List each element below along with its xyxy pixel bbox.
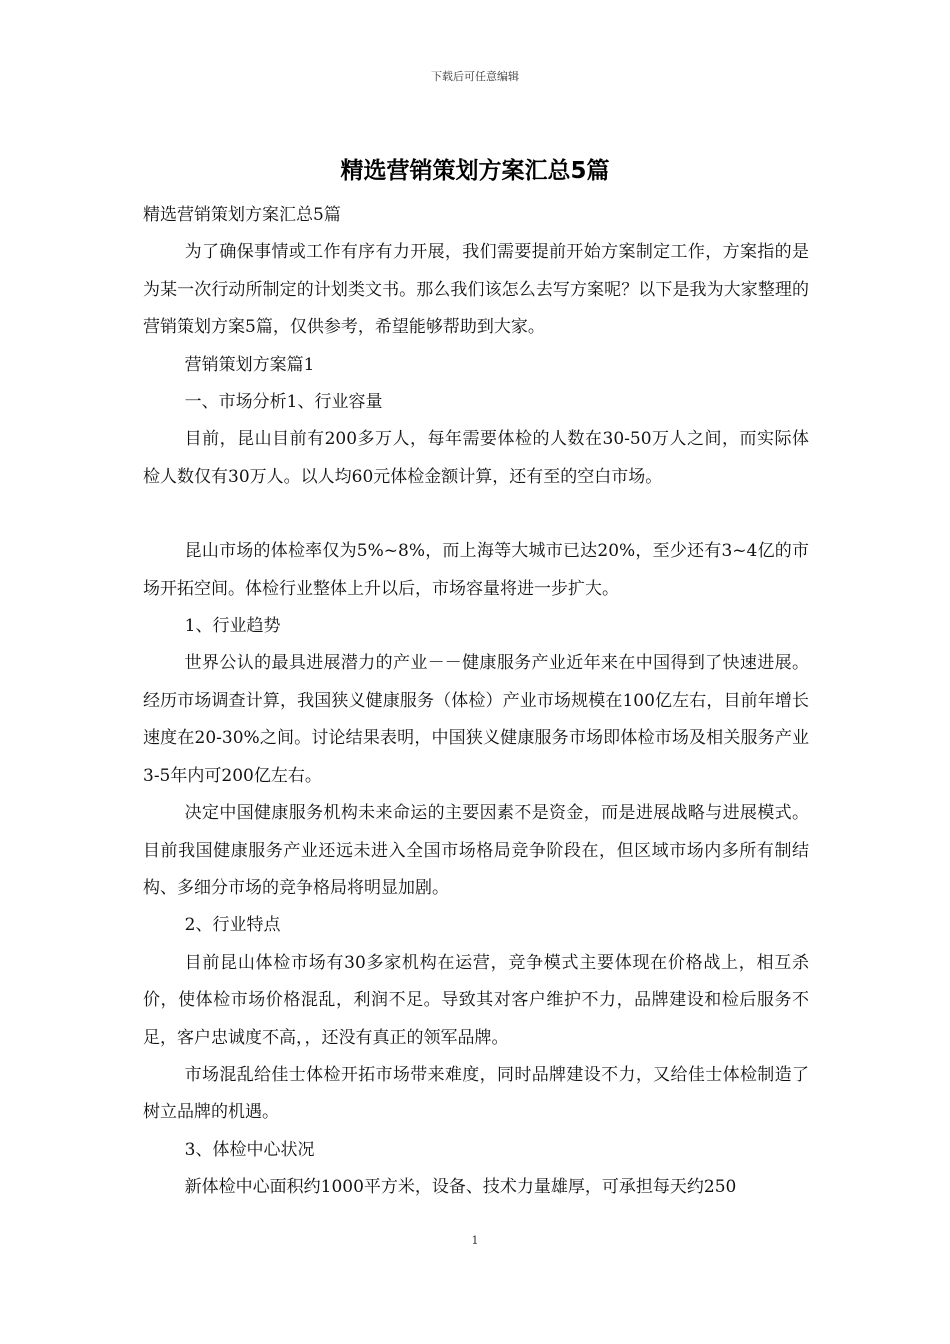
paragraph-decisive-factors: 决定中国健康服务机构未来命运的主要因素不是资金，而是进展战略与进展模式。目前我国健康服务产业还远未进入全国市场格局竞争阶段在，但区域市场内多所有制结构、多细分市场的竞争格局将明显加剧。 <box>143 803 809 898</box>
paragraph-check-rate: 昆山市场的体检率仅为5%~8%，而上海等大城市已达20%，至少还有3~4亿的市场开拓空间。体检行业整体上升以后，市场容量将进一步扩大。 <box>143 541 809 599</box>
paragraph-subtitle: 精选营销策划方案汇总5篇 <box>143 205 341 225</box>
paragraph-intro: 为了确保事情或工作有序有力开展，我们需要提前开始方案制定工作，方案指的是为某一次行动所制定的计划类文书。那么我们该怎么去写方案呢？以下是我为大家整理的营销策划方案5篇，仅供参考，希望能够帮助到大家。 <box>143 242 809 338</box>
page-number: 1 <box>471 1234 479 1247</box>
paragraph-industry-features: 目前昆山体检市场有30多家机构在运营，竞争模式主要体现在价格战上，相互杀价，使体检市场价格混乱，利润不足。导致其对客户维护不力，品牌建设和检后服务不足，客户忠诚度不高，，还没有真正的领军品牌。 <box>143 952 809 1048</box>
section-heading-center-status: 3、体检中心状况 <box>184 1139 315 1160</box>
section-heading-market-analysis: 一、市场分析1、行业容量 <box>184 392 383 413</box>
paragraph-market-size: 目前，昆山目前有200多万人，每年需要体检的人数在30-50万人之间，而实际体检人数仅有30万人。以人均60元体检金额计算，还有至的空白市场。 <box>143 429 809 487</box>
document-body <box>143 197 809 1207</box>
section-heading-industry-trend: 1、行业趋势 <box>184 616 281 637</box>
page-header-note: 下载后可任意编辑 <box>431 70 519 83</box>
document-title: 精选营销策划方案汇总5篇 <box>340 158 610 184</box>
paragraph-industry-trend: 世界公认的最具进展潜力的产业－－健康服务产业近年来在中国得到了快速进展。经历市场调查计算，我国狭义健康服务（体检）产业市场规模在100亿左右，目前年增长速度在20-30%之间。讨论结果表明，中国狭义健康服务市场即体检市场及相关服务产业3-5年内可200亿左右。 <box>143 653 809 786</box>
paragraph-market-chaos: 市场混乱给佳士体检开拓市场带来难度，同时品牌建设不力，又给佳士体检制造了树立品牌的机遇。 <box>143 1064 809 1123</box>
section-heading-industry-features: 2、行业特点 <box>184 915 281 936</box>
section-heading-plan-1: 营销策划方案篇1 <box>184 354 315 375</box>
paragraph-center-status: 新体检中心面积约1000平方米，设备、技术力量雄厚，可承担每天约250 <box>184 1177 737 1198</box>
